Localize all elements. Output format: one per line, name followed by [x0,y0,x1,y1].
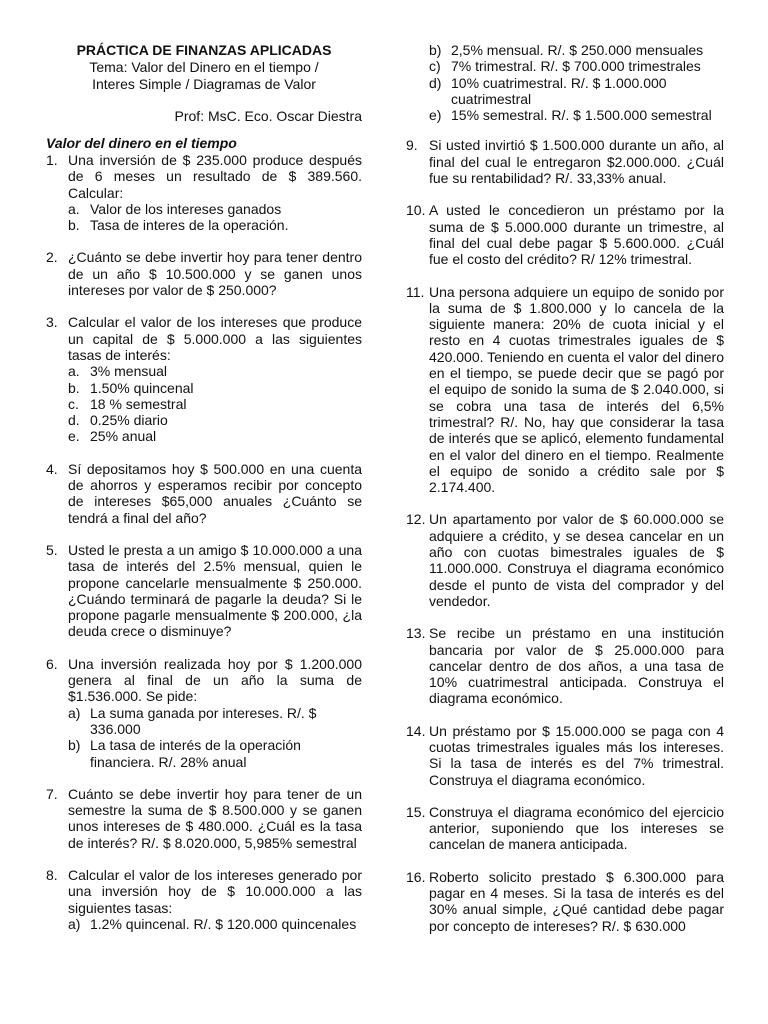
problem-number: 9. [406,137,418,154]
subitem-text: La tasa de interés de la operación financiera. R/. 28% anual [90,737,301,770]
subitem-letter: a. [68,363,80,380]
problem-number: 13. [406,625,426,642]
subitem-letter: b) [429,42,442,58]
subitem-list [68,201,362,234]
problem-number: 2. [46,249,58,266]
subitem-text: Tasa de interes de la operación. [90,217,289,234]
problem-number: 11. [406,283,425,300]
problem-text: Un apartamento por valor de $ 60.000.000 se adquiere a crédito, y se desea cancelar en un año con cuotas bimestrales iguales de $ 11.000.000. Construya el diagrama económico desde el punto de vista del comprador y del vendedor. [429,511,724,609]
problem-text: Una inversión de $ 235.000 produce después de 6 meses un resultado de $ 389.560. Calcular: [68,152,362,201]
subitem-text: 25% anual [90,428,157,445]
problem-text: Un préstamo por $ 15.000.000 se paga con 4 cuotas trimestrales iguales más los intereses. Si la tasa de interés es del 7% trimestral. Construya el diagrama económico. [429,722,724,788]
subitem [68,428,362,444]
problem-text: Construya el diagrama económico del ejercicio anterior, suponiendo que los intereses se cancelan de manera anticipada. [429,803,724,853]
subitem-text: 2,5% mensual. R/. $ 250.000 mensuales [451,42,704,58]
subitem [68,380,362,396]
problem-number: 4. [46,460,58,477]
problem-item [406,137,724,186]
subitem-list [68,916,362,932]
subitem-text: 3% mensual [90,363,168,380]
subitem [429,42,724,58]
problem-item [406,511,724,609]
subitem-text: 0.25% diario [90,412,168,429]
problem-item [406,625,724,706]
document-title: PRÁCTICA DE FINANZAS APLICADAS [76,42,332,58]
subitem-letter: a) [68,915,81,932]
problem-text: Usted le presta a un amigo $ 10.000.000 a una tasa de interés del 2.5% mensual, quien le propone cancelarle mensualmente $ 250.000. ¿Cuándo terminará de pagarle la deuda? Si le propone pagarle mensualmente $ 200.000, ¿la deuda crece o disminuye? [68,541,362,640]
left-problem-list [46,152,362,932]
subitem-text: 15% semestral. R/. $ 1.500.000 semestral [451,107,712,124]
problem-item [406,723,724,788]
problem-item [406,804,724,853]
document-subtitle: Tema: Valor del Dinero en el tiempo / Interes Simple / Diagramas de Valor [89,59,319,92]
subitem [68,412,362,428]
problem-text: Se recibe un préstamo en una institución bancaria por valor de $ 25.000.000 para cancelar dentro de dos años, a una tasa de 10% cuatrimestral anticipada. Construya el diagrama económico. [429,625,724,707]
subitem-letter: b. [68,217,80,234]
subitem-text: La suma ganada por intereses. R/. $ 336.000 [90,704,317,737]
subitem-text: 10% cuatrimestral. R/. $ 1.000.000 cuatrimestral [451,74,667,107]
problem-number: 15. [406,803,426,820]
problem-item [46,314,362,444]
problem-item [46,152,362,233]
problem-text: Calcular el valor de los intereses generado por una inversión hoy de $ 10.000.000 a las siguientes tasas: [68,866,362,916]
problem-item [46,786,362,851]
problem-item [46,656,362,770]
problem-item [46,249,362,298]
problem-number: 16. [406,868,426,885]
subitem-text: Valor de los intereses ganados [90,200,282,217]
continued-subitems [429,42,724,123]
subitem-letter: b) [68,737,81,754]
problem-number: 8. [46,866,58,883]
subitem [429,75,724,108]
subitem [68,201,362,217]
problem-item [406,869,724,934]
subitem-list [68,705,362,770]
problem-text: A usted le concedieron un préstamo por la suma de $ 5.000.000 durante un trimestre, al final del cual debe pagar $ 5.600.000. ¿Cuál fue el costo del crédito? R/ 12% trimestral. [429,202,724,268]
subitem-list [68,363,362,444]
subitem-letter: b. [68,379,80,396]
subitem-text: 1.50% quincenal [90,379,194,396]
problem-number: 3. [46,314,58,331]
problem-number: 7. [46,785,58,802]
problem-item [46,867,362,932]
problem-number: 10. [406,202,426,219]
problem-text: Calcular el valor de los intereses que produce un capital de $ 5.000.000 a las siguientes tasas de interés: [68,314,362,363]
problem-text: Una inversión realizada hoy por $ 1.200.000 genera al final de un año la suma de $1.536.000. Se pide: [68,655,362,705]
problem-text: ¿Cuánto se debe invertir hoy para tener dentro de un año $ 10.500.000 y se ganen unos intereses por valor de $ 250.000? [68,249,362,299]
problem-number: 14. [406,722,426,739]
section-heading: Valor del dinero en el tiempo [46,135,237,151]
subitem-text: 7% trimestral. R/. $ 700.000 trimestrales [451,58,701,75]
problem-item [406,284,724,496]
problem-number: 6. [46,655,58,672]
problem-text: Una persona adquiere un equipo de sonido por la suma de $ 1.800.000 y lo cancela de la siguiente manera: 20% de cuota inicial y el resto en 4 cuotas trimestrales iguales de $ 420.000. Teniendo en cuenta el valor del dinero en el tiempo, se puede decir que se pagó por el equipo de sonido la suma de $ 2.040.000, si se cobra una tasa de interés del 6,5% trimestral? R/. No, hay que considerar la tasa de interés que se aplicó, elemento fundamental en el valor del dinero en el tiempo. Realmente el equipo de sonido a crédito sale por $ 2.174.400. [429,283,724,496]
problem-number: 5. [46,541,58,558]
right-column [406,42,724,934]
subitem [68,396,362,412]
subitem-letter: e) [429,107,442,124]
subitem-letter: c. [68,395,79,412]
subitem [68,217,362,233]
subitem-letter: a) [68,704,81,721]
problem-number: 1. [46,152,58,168]
problem-text: Cuánto se debe invertir hoy para tener de un semestre la suma de $ 8.500.000 y se ganen unos intereses de $ 480.000. ¿Cuál es la tasa de interés? R/. $ 8.020.000, 5,985% semestral [68,785,362,851]
problem-text: Roberto solicito prestado $ 6.300.000 para pagar en 4 meses. Si la tasa de interés es del 30% anual simple, ¿Qué cantidad debe pagar por concepto de intereses? R/. $ 630.000 [429,868,724,934]
problem-item [406,202,724,267]
subitem-letter: d) [429,74,442,91]
subitem-letter: c) [429,58,441,75]
problem-text: Si usted invirtió $ 1.500.000 durante un año, al final del cual le entregaron $2.000.000. ¿Cuál fue su rentabilidad? R/. 33,33% anual. [429,137,724,187]
subitem [68,916,362,932]
subitem-text: 18 % semestral [90,395,187,412]
subitem [429,107,724,123]
subitem [68,705,362,738]
problem-number: 12. [406,511,426,528]
subitem-text: 1.2% quincenal. R/. $ 120.000 quincenales [90,915,357,932]
subitem [68,737,362,770]
subitem-letter: e. [68,428,80,445]
right-problem-list [406,137,724,933]
problem-text: Sí depositamos hoy $ 500.000 en una cuenta de ahorros y esperamos recibir por concepto de intereses $65,000 anuales ¿Cuánto se tendrá a final del año? [68,460,362,526]
problem-item [46,542,362,640]
subitem [68,363,362,379]
left-column [46,42,362,932]
subitem [429,58,724,74]
professor-name: Prof: MsC. Eco. Oscar Diestra [174,108,362,124]
subitem-letter: a. [68,200,80,217]
problem-item [46,461,362,526]
subitem-letter: d. [68,412,80,429]
